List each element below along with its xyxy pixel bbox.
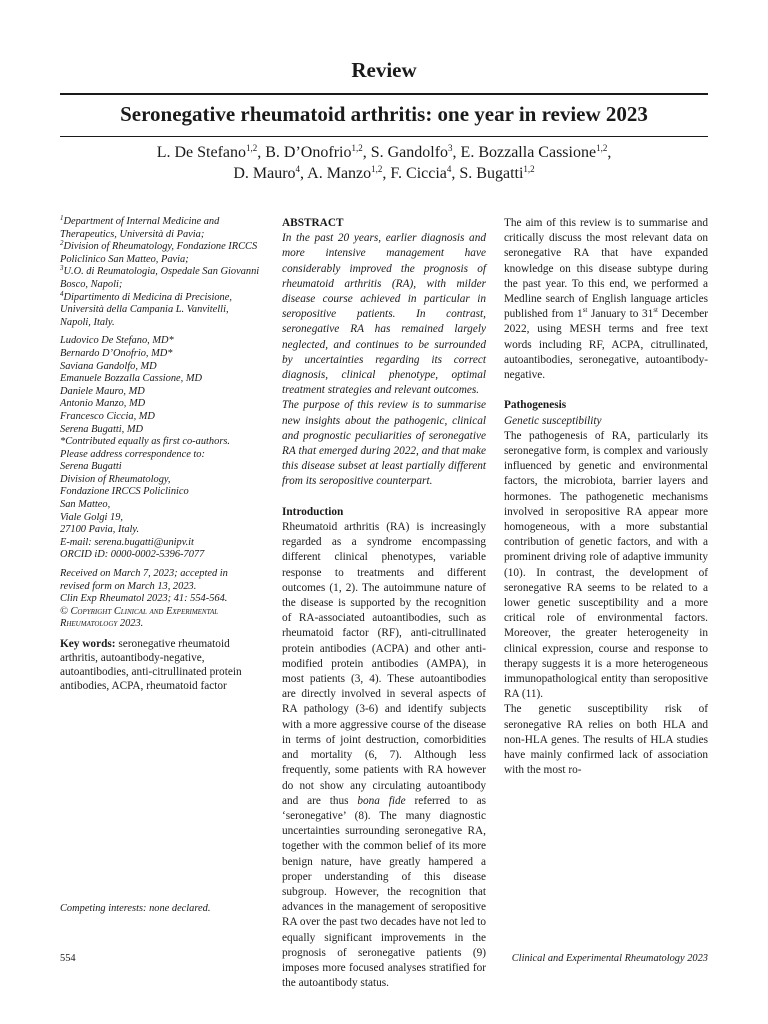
affiliation-text: Dipartimento di Medicina di Precisione, Università della Campania L. Vanvitelli, Napoli, Italy. <box>60 291 232 328</box>
author-name: E. Bozzalla Cassione <box>460 144 597 161</box>
author-list-item: Saviana Gandolfo, MD <box>60 360 157 372</box>
author-affiliation-sup: 1,2 <box>371 164 383 174</box>
author-name: S. Gandolfo <box>370 144 449 161</box>
author-list-item: Emanuele Bozzalla Cassione, MD <box>60 373 202 385</box>
ordinal-sup-2: st <box>653 306 658 315</box>
affiliation-text: Division of Rheumatology, Fondazione IRCCS Policlinico San Matteo, Pavia; <box>60 241 258 265</box>
section-label: Review <box>351 58 417 82</box>
page-number: 554 <box>60 953 76 964</box>
affiliation-number: 4 <box>60 289 64 298</box>
author-name: A. Manzo <box>307 165 372 182</box>
author-name: B. D’Onofrio <box>265 144 352 161</box>
copyright: © Copyright Clinical and Experimental Rheumatology 2023. <box>60 605 219 630</box>
author-list <box>60 335 260 436</box>
affiliations <box>60 216 260 329</box>
affiliation-text: Department of Internal Medicine and Therapeutics, Università di Pavia; <box>60 216 220 240</box>
author-list-item: Serena Bugatti, MD <box>60 423 144 435</box>
contributed-note: *Contributed equally as first co-authors. <box>60 436 230 448</box>
author-separator: , <box>382 165 391 182</box>
affiliation-number: 3 <box>60 264 64 273</box>
author-separator: , <box>362 144 371 161</box>
ordinal-sup-1: st <box>582 306 588 315</box>
author-line <box>60 142 708 184</box>
author-affiliation-sup: 4 <box>446 164 452 174</box>
introduction-paragraph-2 <box>504 216 708 383</box>
author-affiliation-sup: 1,2 <box>523 164 535 174</box>
abstract-paragraph-1: In the past 20 years, earlier diagnosis and more intensive management have considerably improved the prognosis of rheumatoid arthritis (RA), with milder disease course achieved in particular in seropositive patients. In contrast, seronegative RA has remained largely neglected, and continues to be surrounded by uncertainties regarding its correct diagnosis, clinical phenotype, optimal treatment strategies and relevant outcomes. <box>282 232 486 397</box>
correspondence-line: Viale Golgi 19, <box>60 511 124 523</box>
author-list-item: Antonio Manzo, MD <box>60 398 146 410</box>
title-rule-bottom <box>60 136 708 137</box>
correspondence-line: E-mail: serena.bugatti@unipv.it <box>60 536 194 548</box>
intro-text-b: referred to as ‘seronegative’ (8). The many diagnostic uncertainties surrounding seronegative RA, together with the common belief of its more benign nature, have greatly hampered a proper understanding of this disease subgroup. However, the recognition that advances in the management of seropositive RA over the past two decades have not led to equally significant improvements in the prognosis of seronegative patients (9) imposes more focused analyses stratified for the autoantibody status. <box>282 794 487 990</box>
genetic-susceptibility-subheading: Genetic susceptibility <box>504 414 602 427</box>
author-affiliation-sup: 3 <box>448 143 453 153</box>
author-list-item: Francesco Ciccia, MD <box>60 410 155 422</box>
correspondence-line: Fondazione IRCCS Policlinico <box>60 486 189 498</box>
correspondence-line: San Matteo, <box>60 499 111 511</box>
journal-footer: Clinical and Experimental Rheumatology 2023 <box>511 953 708 964</box>
author-name: F. Ciccia <box>390 165 447 182</box>
affiliation-item <box>60 289 260 330</box>
correspondence-line: Please address correspondence to: <box>60 448 205 460</box>
author-affiliation-sup: 4 <box>295 164 301 174</box>
correspondence-line: ORCID iD: 0000-0002-5396-7077 <box>60 549 205 561</box>
competing-interests: Competing interests: none declared. <box>60 903 211 914</box>
main-column-right <box>504 216 708 779</box>
pathogenesis-heading: Pathogenesis <box>504 399 567 412</box>
affiliation-number: 2 <box>60 239 64 248</box>
title-rule-top <box>60 93 708 95</box>
author-separator: , <box>257 144 266 161</box>
author-name: L. De Stefano <box>156 144 246 161</box>
received-dates: Received on March 7, 2023; accepted in revised form on March 13, 2023. <box>60 568 228 592</box>
affiliation-number: 1 <box>60 214 64 222</box>
author-separator: , <box>300 165 308 182</box>
introduction-heading: Introduction <box>282 505 344 518</box>
author-list-item: Bernardo D’Onofrio, MD* <box>60 347 173 359</box>
author-separator: , <box>607 144 612 161</box>
author-list-item: Ludovico De Stefano, MD* <box>60 335 174 347</box>
author-separator: , <box>452 144 461 161</box>
pathogenesis-paragraph-2: The genetic susceptibility risk of seronegative RA relies on both HLA and non-HLA genes. The results of HLA studies have mainly confirmed lack of association with the most ro- <box>504 703 708 777</box>
author-affiliation-sup: 1,2 <box>596 143 608 153</box>
abstract-heading: ABSTRACT <box>282 217 344 229</box>
keywords <box>60 637 260 693</box>
correspondence <box>60 449 260 562</box>
aim-text-c: December 2022, using MESH terms and free text words including RF, ACPA, citrullinated, autoantibodies, seronegative, autoantibody-negative. <box>504 308 708 382</box>
introduction-paragraph-1 <box>282 520 486 991</box>
intro-text-a: Rheumatoid arthritis (RA) is increasingly regarded as a syndrome encompassing different clinical phenotypes, variable response to treatments and different outcomes (1, 2). The autoimmune nature of the disease is supported by the recognition of RA-associated autoantibodies, such as rheumatoid factor (RF), anti-citrullinated protein antibodies (ACPA) and other anti-modified protein antibodies (AMPA), in most patients (3, 4). These autoantibodies are directly involved in several aspects of RA pathology (3-6) and identify subjects with a more aggressive course of the disease in terms of joint destruction, comorbidities and mortality (6, 7). Although less frequently, some patients with RA however do not show any circulating autoantibody and are thus <box>282 521 486 807</box>
correspondence-line: 27100 Pavia, Italy. <box>60 524 140 536</box>
author-affiliation-sup: 1,2 <box>246 143 258 153</box>
keywords-label: Key words: <box>60 638 116 650</box>
author-affiliation-sup: 1,2 <box>351 143 363 153</box>
affiliation-text: U.O. di Reumatologia, Ospedale San Giovanni Bosco, Napoli; <box>60 266 260 290</box>
aim-text-a: The aim of this review is to summarise and critically discuss the most relevant data on seronegative RA that have expanded knowledge on this disease subtype during the past year. To this end, we performed a Medline search of English language articles published from 1 <box>504 217 708 321</box>
main-column-middle <box>282 216 486 991</box>
author-list-item: Daniele Mauro, MD <box>60 385 145 397</box>
affiliation-item <box>60 241 260 266</box>
paper-title: Seronegative rheumatoid arthritis: one year in review 2023 <box>120 102 648 126</box>
author-separator: , <box>451 165 460 182</box>
correspondence-line: Serena Bugatti <box>60 461 122 473</box>
affiliation-item <box>60 266 260 291</box>
intro-text-emphasis: bona fide <box>357 794 406 807</box>
affiliation-item <box>60 216 260 241</box>
abstract-paragraph-2: The purpose of this review is to summarise new insights about the pathogenic, clinical and prognostic peculiarities of seronegative RA that emerged during 2022, and that make this disease subset at least partially different from its seropositive counterpart. <box>282 399 486 488</box>
sidebar <box>60 216 260 693</box>
author-name: S. Bugatti <box>459 165 524 182</box>
keywords-text: seronegative rheumatoid arthritis, autoantibody-negative, autoantibodies, anti-citrullinated protein antibodies, ACPA, rheumatoid factor <box>60 638 242 692</box>
author-name: D. Mauro <box>233 165 296 182</box>
aim-text-b: January to 31 <box>587 308 654 321</box>
citation: Clin Exp Rheumatol 2023; 41: 554-564. <box>60 593 228 605</box>
pathogenesis-paragraph-1: The pathogenesis of RA, particularly its seronegative form, is complex and variously influenced by genetic and environmental factors, the microbiota, barrier layers and hormones. The pathogenetic mechanisms involved in seropositive RA appear more homogeneous, with a more substantial contribution of genetic factors, and with a prominent driving role of adaptive immunity (10). In contrast, the development of seronegative RA seems to be related to a lower genetic susceptibility and a more critical role of environmental factors. Moreover, the greater heterogeneity in clinical expression, course and response to therapy suggests it is a more heterogeneous immunopathological entity than seropositive RA (11). <box>504 429 708 701</box>
correspondence-line: Division of Rheumatology, <box>60 473 171 485</box>
